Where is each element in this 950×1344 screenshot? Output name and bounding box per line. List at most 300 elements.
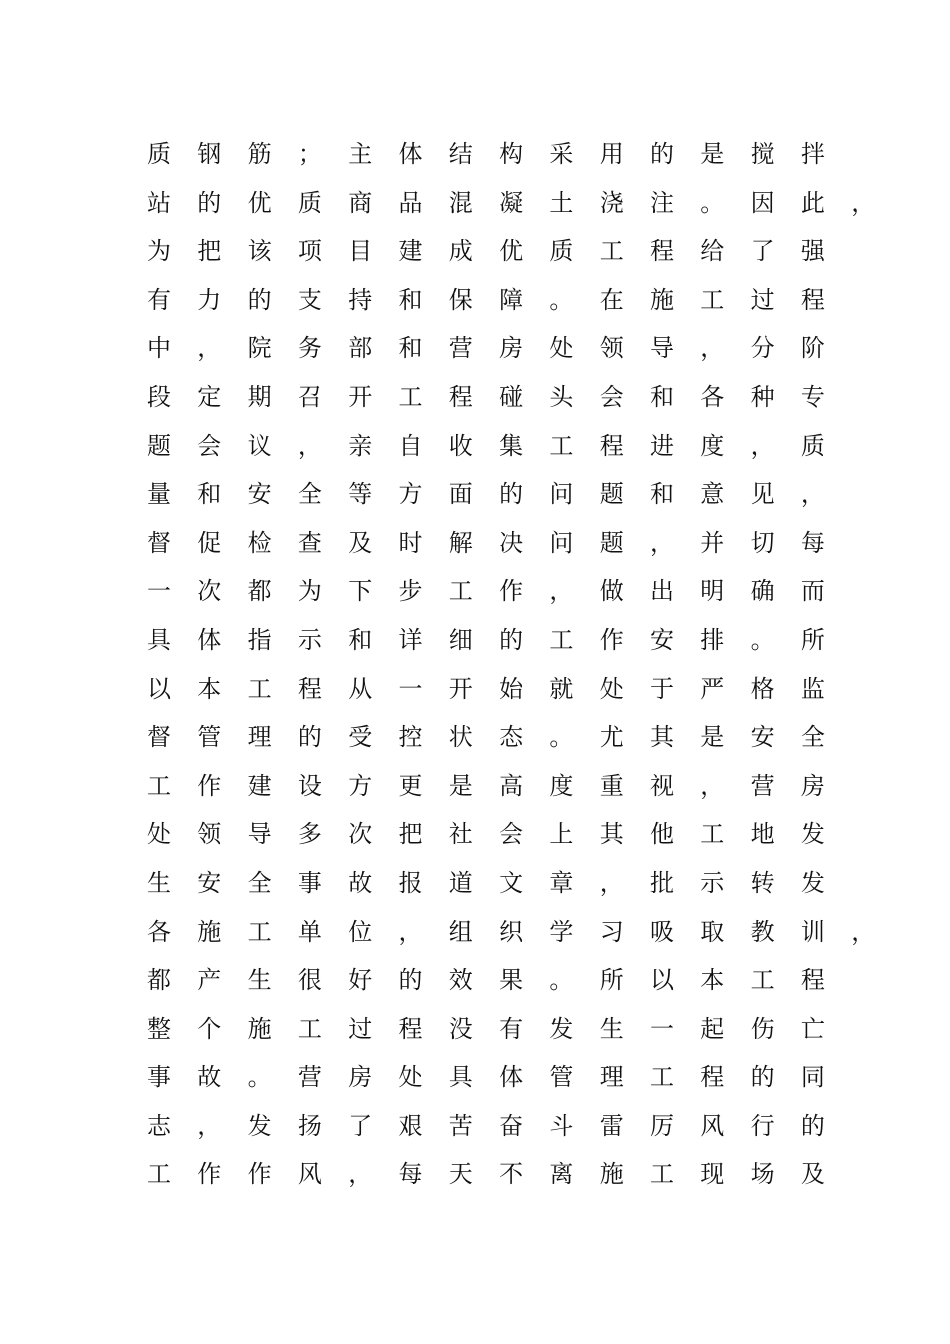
text-char: 明 xyxy=(700,577,725,606)
text-char: 施 xyxy=(599,1160,624,1189)
text-char: 自 xyxy=(398,431,423,460)
text-char: 促 xyxy=(197,528,222,557)
text-char: 营 xyxy=(297,1063,322,1092)
text-char: 和 xyxy=(398,334,423,363)
text-char: 商 xyxy=(348,188,373,217)
text-char: 给 xyxy=(700,237,725,266)
text-char: 过 xyxy=(348,1014,373,1043)
text-char: 程 xyxy=(448,382,473,411)
text-char: 中 xyxy=(147,334,171,363)
text-line xyxy=(134,956,894,1005)
text-char: 织 xyxy=(499,917,524,946)
text-char: 高 xyxy=(499,771,524,800)
text-char: 设 xyxy=(297,771,322,800)
text-char: 质 xyxy=(800,431,825,460)
text-char: 同 xyxy=(800,1063,825,1092)
text-char: 控 xyxy=(398,723,423,752)
text-char: 各 xyxy=(700,382,725,411)
text-char: 上 xyxy=(549,820,574,849)
text-char: 场 xyxy=(750,1160,775,1189)
text-line xyxy=(134,1005,894,1054)
text-char: 房 xyxy=(800,771,825,800)
text-char: 种 xyxy=(750,382,775,411)
text-char: 优 xyxy=(247,188,272,217)
text-char: 时 xyxy=(398,528,423,557)
text-char: 用 xyxy=(599,140,624,168)
text-char: 成 xyxy=(448,237,473,266)
text-line xyxy=(134,859,894,908)
text-char: 和 xyxy=(398,285,423,314)
text-char: 好 xyxy=(348,966,373,995)
text-char: 工 xyxy=(398,382,423,411)
text-char: 在 xyxy=(599,285,624,314)
text-char: 施 xyxy=(197,917,222,946)
text-char: 处 xyxy=(398,1063,423,1092)
text-char: 构 xyxy=(499,140,524,168)
text-char: 作 xyxy=(197,1160,222,1189)
text-char: 集 xyxy=(499,431,524,460)
text-char: 开 xyxy=(348,382,373,411)
text-char: 工 xyxy=(750,966,775,995)
text-char: 起 xyxy=(700,1014,725,1043)
text-char: 尤 xyxy=(599,723,624,752)
text-char: 度 xyxy=(700,431,725,460)
text-char: 苦 xyxy=(448,1111,473,1140)
text-char: 建 xyxy=(398,237,423,266)
text-char: 为 xyxy=(147,237,171,266)
text-char: 厉 xyxy=(650,1111,674,1140)
text-char: 是 xyxy=(700,140,725,168)
text-char: ， xyxy=(197,1111,222,1140)
body-text xyxy=(134,130,894,1199)
text-char: 品 xyxy=(398,188,423,217)
text-char: 搅 xyxy=(750,140,775,168)
text-char: 个 xyxy=(197,1014,222,1043)
text-char: 事 xyxy=(297,868,322,897)
text-char: 问 xyxy=(549,480,574,509)
text-char: 进 xyxy=(650,431,674,460)
text-char: 转 xyxy=(750,868,775,897)
text-char: 此 xyxy=(800,188,825,217)
text-char: 事 xyxy=(147,1063,171,1092)
text-char: 工 xyxy=(247,674,272,703)
text-char: 和 xyxy=(197,480,222,509)
text-char: 生 xyxy=(247,966,272,995)
text-char: 发 xyxy=(247,1111,272,1140)
text-char: 故 xyxy=(348,868,373,897)
text-char: 处 xyxy=(549,334,574,363)
text-line xyxy=(134,1053,894,1102)
text-char: 生 xyxy=(599,1014,624,1043)
text-char: 支 xyxy=(297,285,322,314)
text-char: 切 xyxy=(750,528,775,557)
text-char: 量 xyxy=(147,480,171,509)
text-char: 发 xyxy=(800,820,825,849)
text-char: 一 xyxy=(147,577,171,606)
text-char: 钢 xyxy=(197,140,222,168)
text-char: 土 xyxy=(549,188,574,217)
text-char: 报 xyxy=(398,868,423,897)
text-char: 全 xyxy=(297,480,322,509)
text-char: 导 xyxy=(650,334,674,363)
text-char: 质 xyxy=(147,140,171,168)
text-char: 处 xyxy=(599,674,624,703)
text-line xyxy=(134,324,894,373)
text-char: 工 xyxy=(549,431,574,460)
text-char: 障 xyxy=(499,285,524,314)
text-char: 体 xyxy=(499,1063,524,1092)
text-char: 等 xyxy=(348,480,373,509)
text-char: 作 xyxy=(499,577,524,606)
text-char: 习 xyxy=(599,917,624,946)
text-char: 次 xyxy=(197,577,222,606)
text-char: 指 xyxy=(247,625,272,654)
text-char: 工 xyxy=(247,917,272,946)
text-char: 因 xyxy=(750,188,775,217)
text-line xyxy=(134,567,894,616)
text-char: 和 xyxy=(650,480,674,509)
text-char: 期 xyxy=(247,382,272,411)
text-char: 施 xyxy=(650,285,674,314)
text-line xyxy=(134,713,894,762)
text-char: 房 xyxy=(499,334,524,363)
text-char: 确 xyxy=(750,577,775,606)
text-char: 有 xyxy=(499,1014,524,1043)
text-char: 站 xyxy=(147,188,171,217)
text-char: 了 xyxy=(348,1111,373,1140)
text-char: 筋 xyxy=(247,140,272,168)
text-char: 议 xyxy=(247,431,272,460)
text-char: 定 xyxy=(197,382,222,411)
text-line xyxy=(134,810,894,859)
text-char: 该 xyxy=(247,237,272,266)
text-char: 雷 xyxy=(599,1111,624,1140)
text-char: 管 xyxy=(197,723,222,752)
text-char: ， xyxy=(650,528,674,557)
text-char: ， xyxy=(348,1160,373,1189)
text-line xyxy=(134,1150,894,1199)
text-char: 以 xyxy=(650,966,674,995)
text-char: 方 xyxy=(348,771,373,800)
text-char: 具 xyxy=(147,625,171,654)
text-char: 行 xyxy=(750,1111,775,1140)
text-char: 部 xyxy=(348,334,373,363)
text-char: 程 xyxy=(398,1014,423,1043)
text-char: 其 xyxy=(599,820,624,849)
text-char: 会 xyxy=(599,382,624,411)
text-char: 混 xyxy=(448,188,473,217)
text-char: 多 xyxy=(297,820,322,849)
text-char: 质 xyxy=(297,188,322,217)
text-char: 会 xyxy=(499,820,524,849)
text-char: 建 xyxy=(247,771,272,800)
text-char: 营 xyxy=(448,334,473,363)
text-char: 天 xyxy=(448,1160,473,1189)
text-char: 学 xyxy=(549,917,574,946)
text-char: 题 xyxy=(599,528,624,557)
text-char: 文 xyxy=(499,868,524,897)
text-char: 持 xyxy=(348,285,373,314)
text-char: 工 xyxy=(599,237,624,266)
text-char: 安 xyxy=(750,723,775,752)
text-char: 更 xyxy=(398,771,423,800)
text-char: 工 xyxy=(147,1160,171,1189)
text-char: ； xyxy=(297,140,322,168)
text-char: 于 xyxy=(650,674,674,703)
text-char: 一 xyxy=(398,674,423,703)
text-char: 专 xyxy=(800,382,825,411)
text-char: 目 xyxy=(348,237,373,266)
text-char: 本 xyxy=(700,966,725,995)
text-char: 督 xyxy=(147,528,171,557)
text-char: 程 xyxy=(650,237,674,266)
text-char: 很 xyxy=(297,966,322,995)
text-char: 。 xyxy=(549,966,574,995)
text-char: 发 xyxy=(549,1014,574,1043)
text-line xyxy=(134,908,894,957)
text-char: 工 xyxy=(700,285,725,314)
text-char: ， xyxy=(700,771,725,800)
text-char: 以 xyxy=(147,674,171,703)
text-char: 受 xyxy=(348,723,373,752)
text-line xyxy=(134,227,894,276)
text-char: 没 xyxy=(448,1014,473,1043)
text-char: 重 xyxy=(599,771,624,800)
text-char: 吸 xyxy=(650,917,674,946)
text-char: 亲 xyxy=(348,431,373,460)
text-char: 就 xyxy=(549,674,574,703)
text-char: 主 xyxy=(348,140,373,168)
text-char: 工 xyxy=(549,625,574,654)
text-char: 态 xyxy=(499,723,524,752)
text-char: 风 xyxy=(297,1160,322,1189)
text-char: 度 xyxy=(549,771,574,800)
text-char: 视 xyxy=(650,771,674,800)
text-char: 领 xyxy=(599,334,624,363)
text-char: 工 xyxy=(700,820,725,849)
text-char: 解 xyxy=(448,528,473,557)
text-char: 并 xyxy=(700,528,725,557)
text-char: 召 xyxy=(297,382,322,411)
text-char: 会 xyxy=(197,431,222,460)
text-char: 决 xyxy=(499,528,524,557)
text-char: 开 xyxy=(448,674,473,703)
text-char: 拌 xyxy=(800,140,825,168)
text-line xyxy=(134,665,894,714)
text-char: 保 xyxy=(448,285,473,314)
text-char: 全 xyxy=(247,868,272,897)
text-char: 的 xyxy=(650,140,674,168)
text-line xyxy=(134,373,894,422)
text-char: 生 xyxy=(147,868,171,897)
text-char: 理 xyxy=(247,723,272,752)
text-char: 细 xyxy=(448,625,473,654)
text-char: 本 xyxy=(197,674,222,703)
text-line xyxy=(134,179,894,228)
text-char: 扬 xyxy=(297,1111,322,1140)
text-char: 管 xyxy=(549,1063,574,1092)
text-char: 及 xyxy=(800,1160,825,1189)
text-char: 凝 xyxy=(499,188,524,217)
text-char: 把 xyxy=(197,237,222,266)
text-char: ， xyxy=(549,577,574,606)
text-char: 从 xyxy=(348,674,373,703)
text-char: 的 xyxy=(499,480,524,509)
text-line xyxy=(134,519,894,568)
text-char: 艰 xyxy=(398,1111,423,1140)
text-char: 格 xyxy=(750,674,775,703)
text-char: 工 xyxy=(650,1160,674,1189)
text-char: 批 xyxy=(650,868,674,897)
text-char: 示 xyxy=(700,868,725,897)
text-char: 及 xyxy=(348,528,373,557)
text-char: 方 xyxy=(398,480,423,509)
text-char: ， xyxy=(297,431,322,460)
text-char: 社 xyxy=(448,820,473,849)
text-line xyxy=(134,422,894,471)
text-char: 力 xyxy=(197,285,222,314)
text-char: 题 xyxy=(147,431,171,460)
text-char: 作 xyxy=(599,625,624,654)
text-char: 程 xyxy=(700,1063,725,1092)
text-char: 次 xyxy=(348,820,373,849)
text-char: 示 xyxy=(297,625,322,654)
text-char: 项 xyxy=(297,237,322,266)
text-char: 。 xyxy=(247,1063,272,1092)
text-char: 整 xyxy=(147,1014,171,1043)
text-line xyxy=(134,470,894,519)
text-char: 道 xyxy=(448,868,473,897)
text-char: 每 xyxy=(398,1160,423,1189)
text-char: 教 xyxy=(750,917,775,946)
text-char: 不 xyxy=(499,1160,524,1189)
text-char: 理 xyxy=(599,1063,624,1092)
text-char: 了 xyxy=(750,237,775,266)
text-char: 是 xyxy=(700,723,725,752)
text-char: ， xyxy=(398,917,423,946)
text-char: 每 xyxy=(800,528,825,557)
text-char: 院 xyxy=(247,334,272,363)
text-char: 伤 xyxy=(750,1014,775,1043)
text-char: 效 xyxy=(448,966,473,995)
text-char: 结 xyxy=(448,140,473,168)
text-line xyxy=(134,616,894,665)
text-char: 奋 xyxy=(499,1111,524,1140)
text-char: 安 xyxy=(197,868,222,897)
text-char: 分 xyxy=(750,334,775,363)
text-char: 离 xyxy=(549,1160,574,1189)
text-char: 意 xyxy=(700,480,725,509)
text-char: 始 xyxy=(499,674,524,703)
text-char: 的 xyxy=(398,966,423,995)
text-char: ， xyxy=(800,480,825,509)
text-char: 具 xyxy=(448,1063,473,1092)
text-char: 章 xyxy=(549,868,574,897)
text-char: 严 xyxy=(700,674,725,703)
text-char: 碰 xyxy=(499,382,524,411)
text-char: 工 xyxy=(448,577,473,606)
text-char: 作 xyxy=(197,771,222,800)
text-char: 过 xyxy=(750,285,775,314)
text-char: 处 xyxy=(147,820,171,849)
text-char: 的 xyxy=(247,285,272,314)
text-char: ， xyxy=(197,334,222,363)
text-char: 状 xyxy=(448,723,473,752)
text-char: 营 xyxy=(750,771,775,800)
text-char: 果 xyxy=(499,966,524,995)
text-char: 现 xyxy=(700,1160,725,1189)
text-char: 都 xyxy=(247,577,272,606)
text-char: 采 xyxy=(549,140,574,168)
text-char: 问 xyxy=(549,528,574,557)
text-char: 。 xyxy=(549,723,574,752)
text-line xyxy=(134,130,894,179)
text-char: 检 xyxy=(247,528,272,557)
text-char: ， xyxy=(700,334,725,363)
text-char: 亡 xyxy=(800,1014,825,1043)
text-char: 和 xyxy=(650,382,674,411)
text-char: 。 xyxy=(750,625,775,654)
text-char: 的 xyxy=(197,188,222,217)
text-char: 程 xyxy=(599,431,624,460)
text-char: 段 xyxy=(147,382,171,411)
text-char: 程 xyxy=(800,285,825,314)
text-char: 体 xyxy=(197,625,222,654)
text-char: 安 xyxy=(247,480,272,509)
text-char: 督 xyxy=(147,723,171,752)
text-char: 注 xyxy=(650,188,674,217)
text-char: 收 xyxy=(448,431,473,460)
text-char: 工 xyxy=(147,771,171,800)
text-char: 安 xyxy=(650,625,674,654)
text-char: 优 xyxy=(499,237,524,266)
text-char: 是 xyxy=(448,771,473,800)
text-char: 而 xyxy=(800,577,825,606)
text-char: 为 xyxy=(297,577,322,606)
text-char: 排 xyxy=(700,625,725,654)
text-char: 质 xyxy=(549,237,574,266)
text-char: 查 xyxy=(297,528,322,557)
text-char: 强 xyxy=(800,237,825,266)
text-char: 单 xyxy=(297,917,322,946)
text-char: 和 xyxy=(348,625,373,654)
text-char: 体 xyxy=(398,140,423,168)
text-char: 把 xyxy=(398,820,423,849)
text-char: 做 xyxy=(599,577,624,606)
text-char: 程 xyxy=(800,966,825,995)
text-char: ， xyxy=(599,868,624,897)
text-char: 下 xyxy=(348,577,373,606)
text-line xyxy=(134,762,894,811)
text-char: 房 xyxy=(348,1063,373,1092)
text-char: 面 xyxy=(448,480,473,509)
text-char: 头 xyxy=(549,382,574,411)
text-char: 的 xyxy=(800,1111,825,1140)
text-char: 题 xyxy=(599,480,624,509)
text-char: 风 xyxy=(700,1111,725,1140)
text-char: 务 xyxy=(297,334,322,363)
text-char: 阶 xyxy=(800,334,825,363)
text-char: ， xyxy=(851,188,876,217)
text-char: 详 xyxy=(398,625,423,654)
text-char: 浇 xyxy=(599,188,624,217)
text-char: 一 xyxy=(650,1014,674,1043)
text-char: 出 xyxy=(650,577,674,606)
text-char: 组 xyxy=(448,917,473,946)
text-char: 导 xyxy=(247,820,272,849)
text-char: 。 xyxy=(549,285,574,314)
text-char: 全 xyxy=(800,723,825,752)
